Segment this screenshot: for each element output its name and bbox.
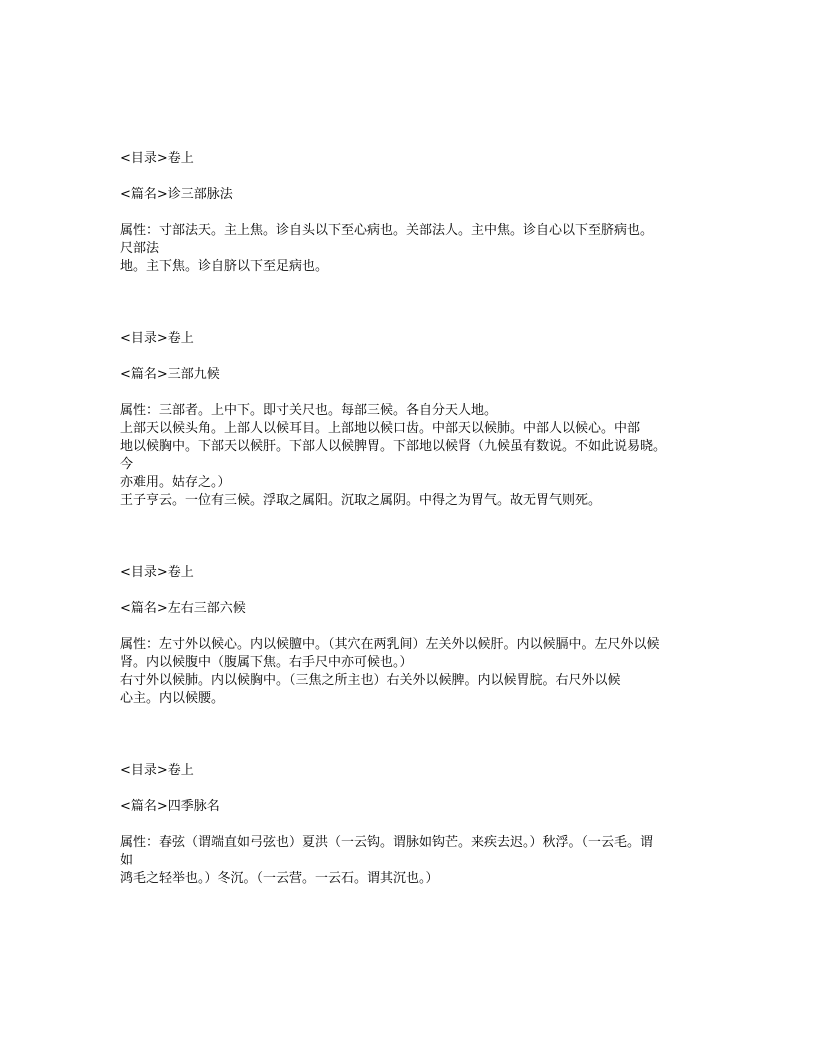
body-line: 属性：三部者。上中下。即寸关尺也。每部三候。各自分天人地。 bbox=[120, 403, 498, 418]
catalog-label: <目录>卷上 bbox=[120, 565, 194, 580]
section-3 bbox=[120, 564, 706, 708]
body-line: 属性：左寸外以候心。内以候膻中。（其穴在两乳间）左关外以候肝。内以候膈中。左尺外以候 bbox=[120, 637, 660, 652]
body-line: 王子亨云。一位有三候。浮取之属阳。沉取之属阴。中得之为胃气。故无胃气则死。 bbox=[120, 493, 602, 508]
body-line: 属性：寸部法天。主上焦。诊自头以下至心病也。关部法人。主中焦。诊自心以下至脐病也。 bbox=[120, 223, 654, 238]
body-line: 肾。内以候腹中（腹属下焦。右手尺中亦可候也。） bbox=[120, 655, 413, 670]
body-line: 右寸外以候肺。内以候胸中。（三焦之所主也）右关外以候脾。内以候胃脘。右尺外以候 bbox=[120, 673, 621, 688]
section-title: <篇名>左右三部六候 bbox=[120, 601, 246, 616]
section-title: <篇名>四季脉名 bbox=[120, 799, 220, 814]
section-2 bbox=[120, 330, 706, 510]
body-line: 上部天以候头角。上部人以候耳目。上部地以候口齿。中部天以候肺。中部人以候心。中部 bbox=[120, 421, 641, 436]
body-line: 心主。内以候腰。 bbox=[120, 691, 225, 706]
catalog-label: <目录>卷上 bbox=[120, 331, 194, 346]
body-line: 地以候胸中。下部天以候肝。下部人以候脾胃。下部地以候肾（九候虽有数说。不如此说易晓。 bbox=[120, 439, 667, 454]
section-title: <篇名>诊三部脉法 bbox=[120, 187, 233, 202]
body-line: 尺部法 bbox=[120, 241, 160, 256]
body-line: 鸿毛之轻举也。）冬沉。（一云营。一云石。谓其沉也。） bbox=[120, 871, 439, 886]
body-line: 今 bbox=[120, 457, 134, 472]
catalog-label: <目录>卷上 bbox=[120, 763, 194, 778]
body-line: 如 bbox=[120, 853, 134, 868]
body-line: 属性：春弦（谓端直如弓弦也）夏洪（一云钩。谓脉如钩芒。来疾去迟。）秋浮。（一云毛。谓 bbox=[120, 835, 654, 850]
section-4 bbox=[120, 762, 706, 888]
document-page bbox=[120, 150, 706, 888]
catalog-label: <目录>卷上 bbox=[120, 151, 194, 166]
section-title: <篇名>三部九候 bbox=[120, 367, 220, 382]
body-line: 亦难用。姑存之。） bbox=[120, 475, 231, 490]
section-1 bbox=[120, 150, 706, 276]
body-line: 地。主下焦。诊自脐以下至足病也。 bbox=[120, 259, 329, 274]
